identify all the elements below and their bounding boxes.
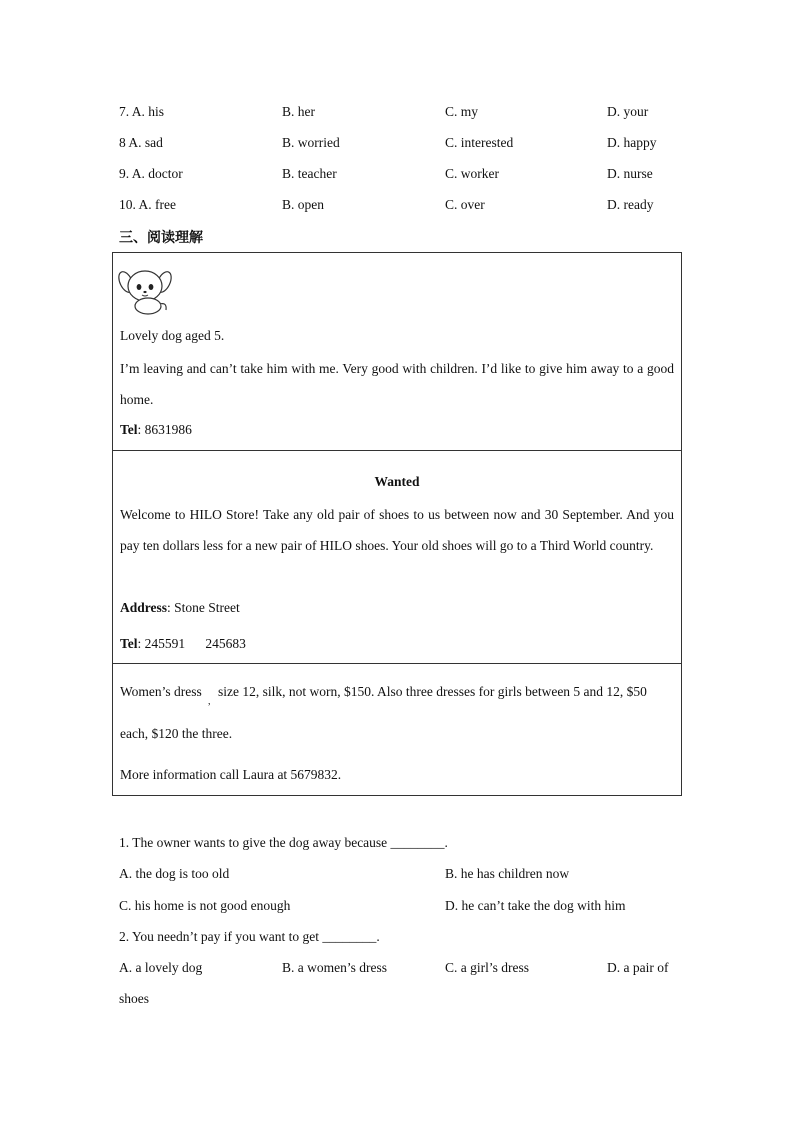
puppy-icon — [118, 264, 172, 316]
address-label: Address — [120, 600, 168, 615]
option-c: C. over — [445, 197, 485, 212]
q2-option-d-wrap: shoes — [119, 991, 149, 1006]
choice-row-7 — [0, 104, 794, 124]
option-d: D. ready — [607, 197, 654, 212]
q2-option-b: B. a women’s dress — [282, 960, 387, 975]
q2-option-d: D. a pair of — [607, 960, 669, 975]
q2-option-a: A. a lovely dog — [119, 960, 203, 975]
q1-option-d: D. he can’t take the dog with him — [445, 898, 626, 913]
ad-wanted-tel — [120, 636, 246, 652]
option-c: C. my — [445, 104, 479, 119]
ad-wanted-title: Wanted — [374, 474, 420, 489]
section-title: 三、阅读理解 — [119, 230, 203, 246]
option-d: D. nurse — [607, 166, 653, 181]
q1-stem: 1. The owner wants to give the dog away because ________. — [119, 835, 448, 850]
ad-dog-body: I’m leaving and can’t take him with me. Very good with children. I’d like to give him away to a good home. — [120, 361, 674, 407]
option-c: C. worker — [445, 166, 499, 181]
address-value: : Stone Street — [167, 600, 240, 615]
ad-dog — [112, 252, 682, 451]
option-c: C. interested — [445, 135, 514, 150]
q1-option-b: B. he has children now — [445, 866, 570, 881]
option-a: 10. A. free — [119, 197, 176, 212]
ad-wanted-address — [120, 600, 240, 616]
choice-row-8 — [0, 135, 794, 155]
q2-stem: 2. You needn’t pay if you want to get ________. — [119, 929, 380, 944]
ad-dresses-line1: Women’s dress — [120, 684, 202, 699]
option-a: 8 A. sad — [119, 135, 163, 150]
option-b: B. worried — [282, 135, 340, 150]
tel-value: : 8631986 — [137, 422, 192, 437]
option-d: D. your — [607, 104, 649, 119]
ad-dog-headline: Lovely dog aged 5. — [120, 328, 225, 343]
ad-wanted — [112, 450, 682, 664]
tel-value: : 245591 245683 — [137, 636, 246, 651]
q2-option-c: C. a girl’s dress — [445, 960, 529, 975]
ad-dresses — [112, 663, 682, 796]
ad-dresses-line2: each, $120 the three. — [120, 726, 233, 741]
ad-dog-tel — [120, 422, 192, 438]
option-b: B. teacher — [282, 166, 337, 181]
ad-dresses-line1b: size 12, silk, not worn, $150. Also three dresses for girls between 5 and 12, $50 — [218, 684, 647, 699]
ad-dresses-line3: More information call Laura at 5679832. — [120, 767, 342, 782]
option-a: 9. A. doctor — [119, 166, 183, 181]
q1-option-a: A. the dog is too old — [119, 866, 230, 881]
q1-option-c: C. his home is not good enough — [119, 898, 291, 913]
ad-wanted-body: Welcome to HILO Store! Take any old pair of shoes to us between now and 30 September. And you pay ten dollars less for a new pair of HILO shoes. Your old shoes will go to a Third World country. — [120, 507, 674, 553]
tel-label: Tel — [120, 422, 138, 437]
option-b: B. her — [282, 104, 315, 119]
choice-row-10 — [0, 197, 794, 217]
stray-comma: , — [208, 696, 211, 707]
option-a: 7. A. his — [119, 104, 165, 119]
choice-row-9 — [0, 166, 794, 186]
option-d: D. happy — [607, 135, 657, 150]
option-b: B. open — [282, 197, 324, 212]
tel-label: Tel — [120, 636, 138, 651]
